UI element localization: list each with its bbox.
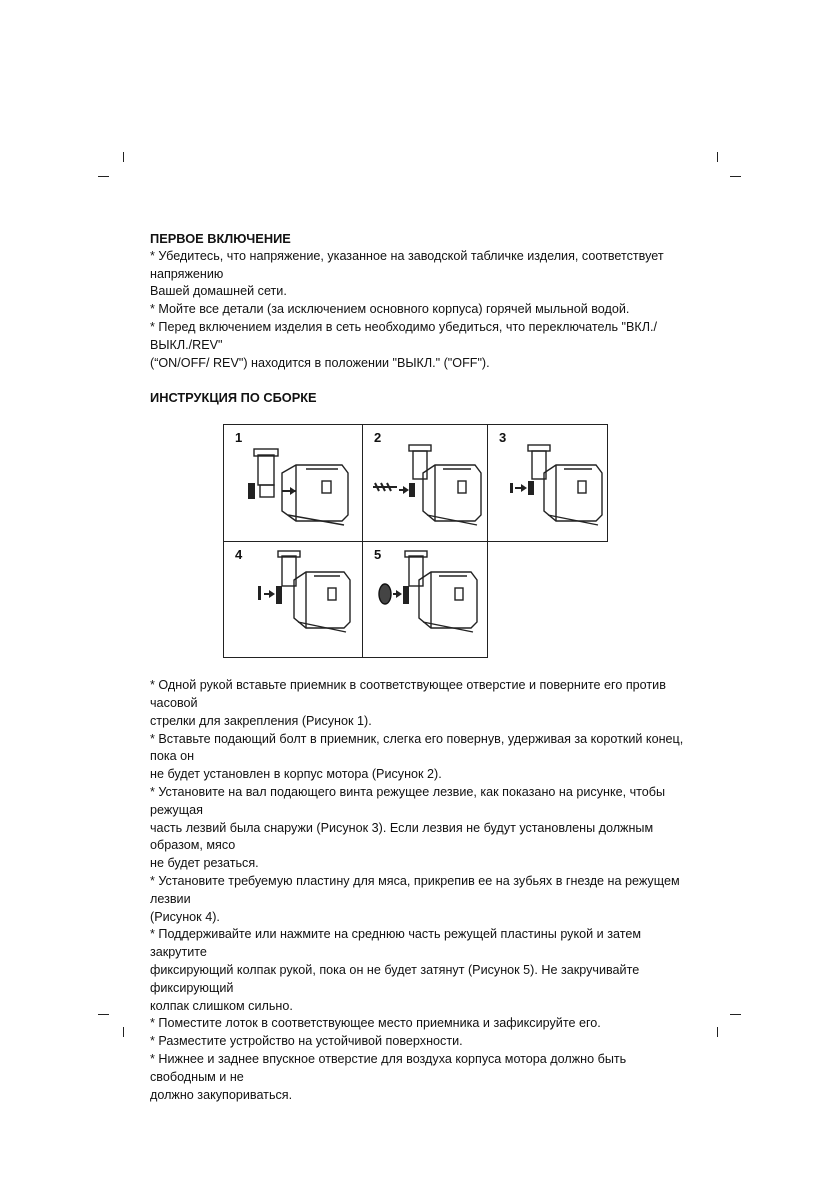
text-line: должно закупориваться. [150,1087,293,1102]
feed-screw-insert-illustration [363,425,489,543]
receiver-attach-illustration [224,425,364,543]
crop-mark [98,1014,109,1015]
figure-number: 4 [235,547,243,563]
text-line: * Убедитесь, что напряжение, указанное на заводской табличке изделия, соответствует напряжению [150,248,664,281]
text-line: не будет резаться. [150,856,259,871]
page-content [150,230,690,1104]
text-line: * Установите требуемую пластину для мяса, прикрепив ее на зубьях в гнезде на режущем лезвии [150,873,680,906]
text-line: (“ON/OFF/ REV") находится в положении "ВЫКЛ." ("OFF"). [150,355,490,370]
text-line: часть лезвий была снаружи (Рисунок 3). Если лезвия не будут установлены должным образом, мясо [150,820,654,853]
text-line: * Вставьте подающий болт в приемник, слегка его повернув, удерживая за короткий конец, пока он [150,731,684,764]
crop-mark [717,152,718,162]
figure-2 [362,424,488,542]
crop-mark [98,176,109,177]
figure-number: 3 [499,430,507,446]
figure-3 [487,424,608,542]
crop-mark [730,176,741,177]
text-line: * Разместите устройство на устойчивой поверхности. [150,1034,463,1049]
text-line: * Мойте все детали (за исключением основного корпуса) горячей мыльной водой. [150,302,630,317]
mincing-plate-install-illustration [224,542,364,659]
text-line: не будет установлен в корпус мотора (Рисунок 2). [150,767,442,782]
crop-mark [123,152,124,162]
text-line: * Нижнее и заднее впускное отверстие для воздуха корпуса мотора должно быть свободным и не [150,1051,627,1084]
section-heading-assembly: ИНСТРУКЦИЯ ПО СБОРКЕ [150,390,317,406]
cutting-blade-install-illustration [488,425,609,543]
text-line: * Поддерживайте или нажмите на среднюю часть режущей пластины рукой и затем закрутите [150,927,641,960]
figure-4 [223,541,363,658]
text-line: * Поместите лоток в соответствующее место приемника и зафиксируйте его. [150,1016,601,1031]
text-line: Вашей домашней сети. [150,284,287,299]
text-line: стрелки для закрепления (Рисунок 1). [150,713,372,728]
text-line: * Установите на вал подающего винта режущее лезвие, как показано на рисунке, чтобы режущая [150,784,666,817]
assembly-figure-grid [223,424,608,658]
text-line: * Перед включением изделия в сеть необходимо убедиться, что переключатель "ВКЛ./ВЫКЛ./REV" [150,319,657,352]
text-line: колпак слишком сильно. [150,998,293,1013]
text-line: (Рисунок 4). [150,909,220,924]
text-line: * Одной рукой вставьте приемник в соответствующее отверстие и поверните его против часовой [150,678,666,710]
locking-ring-install-illustration [363,542,489,659]
figure-number: 5 [374,547,382,563]
crop-mark [123,1027,124,1037]
section-heading-first-use: ПЕРВОЕ ВКЛЮЧЕНИЕ [150,231,291,246]
crop-mark [730,1014,741,1015]
figure-5 [362,541,488,658]
figure-number: 2 [374,430,382,446]
figure-number: 1 [235,430,243,446]
text-line: фиксирующий колпак рукой, пока он не будет затянут (Рисунок 5). Не закручивайте фиксирующий [150,962,640,995]
figure-1 [223,424,363,542]
crop-mark [717,1027,718,1037]
